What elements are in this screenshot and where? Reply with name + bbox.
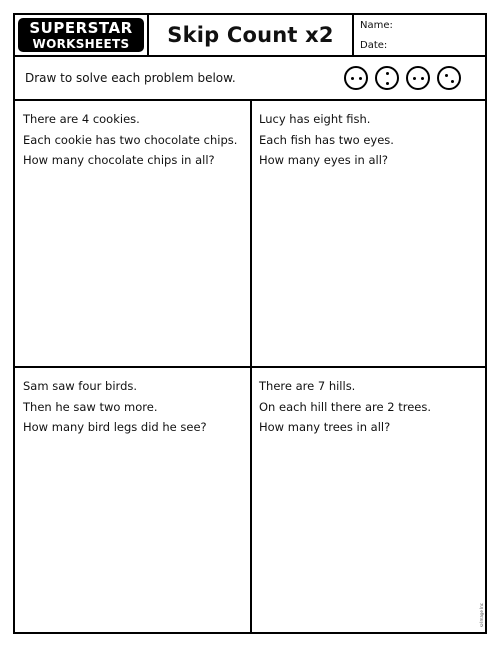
problem-line: Then he saw two more. [23, 399, 158, 414]
name-label: Name: [360, 20, 393, 31]
page-title: Skip Count x2 [167, 23, 334, 47]
face-icon [375, 66, 399, 90]
problem-line: How many chocolate chips in all? [23, 153, 215, 167]
face-icon [406, 66, 430, 90]
problem-line: There are 4 cookies. [23, 112, 140, 126]
problem-line: Lucy has eight fish. [259, 112, 371, 126]
problem-1 [23, 109, 237, 171]
problem-line: On each hill there are 2 trees. [259, 399, 432, 414]
worksheet-page [13, 13, 487, 634]
problem-2 [259, 109, 394, 171]
title-box [147, 13, 354, 57]
logo-box [13, 13, 149, 57]
self-assessment-faces [344, 66, 461, 90]
instruction-text: Draw to solve each problem below. [25, 71, 236, 85]
logo-text-top: SUPERSTAR [29, 18, 133, 37]
problem-4 [259, 376, 431, 438]
face-icon [344, 66, 368, 90]
problem-line: Each cookie has two chocolate chips. [23, 132, 238, 147]
problem-line: How many trees in all? [259, 420, 391, 434]
superstar-worksheets-logo [18, 18, 144, 52]
instruction-row [13, 55, 487, 101]
problem-line: How many eyes in all? [259, 153, 389, 167]
copyright-text: ©Image Inc [479, 603, 484, 628]
problem-grid [13, 99, 487, 634]
face-icon [437, 66, 461, 90]
grid-divider-horizontal [15, 366, 485, 368]
problem-line: How many bird legs did he see? [23, 420, 207, 434]
problem-3 [23, 376, 207, 438]
problem-line: There are 7 hills. [259, 379, 356, 393]
logo-text-bottom: WORKSHEETS [32, 36, 130, 51]
problem-line: Sam saw four birds. [23, 379, 138, 393]
name-date-box [352, 13, 487, 57]
date-label: Date: [360, 40, 388, 51]
problem-line: Each fish has two eyes. [259, 132, 394, 147]
